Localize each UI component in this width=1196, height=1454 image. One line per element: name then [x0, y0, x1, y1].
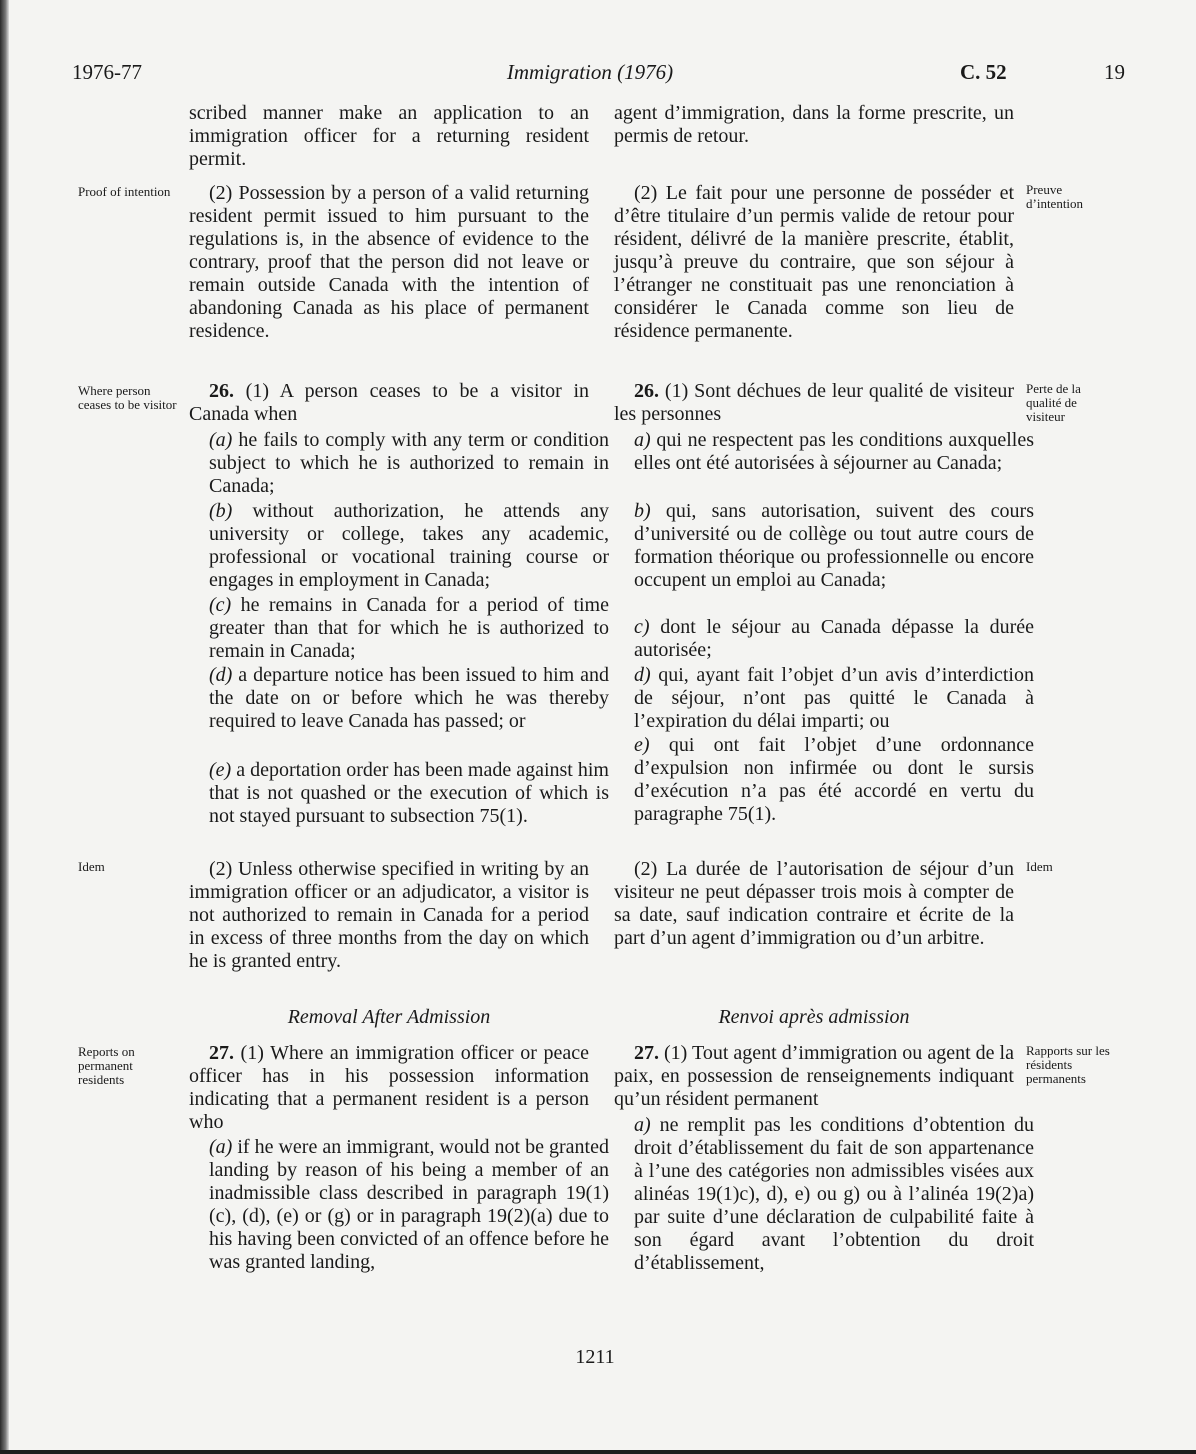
en-section-26-item-c — [189, 594, 609, 663]
fr-item-label: a) — [634, 1114, 651, 1136]
fr-item-label: d) — [634, 664, 651, 686]
fr-section-26-1 — [614, 380, 1014, 426]
en-paragraph-25-2: (2) Possession by a person of a valid returning resident permit issued to him pursuant to the regulations is, in the absence of evidence to the contrary, proof that the person did not leave or remain outside Canada with the intention of abandoning Canada as his place of permanent residence. — [189, 182, 589, 342]
fr-item-text: dont le séjour au Canada dépasse la durée autorisée; — [634, 616, 1034, 661]
fr-section-26-number: 26. — [634, 380, 659, 402]
margin-note-left-idem: Idem — [78, 859, 105, 874]
en-section-26-item-d — [189, 664, 609, 733]
book-spine-shadow — [0, 0, 9, 1454]
en-item-text: without authorization, he attends any university or college, takes any academic, professional or vocational training course or engages in employment in Canada; — [209, 500, 609, 591]
header-title: Immigration (1976) — [506, 60, 674, 84]
en-paragraph-continuation: scribed manner make an application to an immigration officer for a returning resident permit. — [189, 102, 589, 170]
header-chapter: C. 52 — [960, 60, 1007, 84]
fr-section-26-item-e — [614, 734, 1034, 826]
en-item-label: (d) — [209, 664, 233, 686]
en-item-label: (b) — [209, 500, 233, 522]
en-heading-removal: Removal After Admission — [287, 1006, 491, 1028]
margin-note-right-preuve: Preuve d’intention — [1026, 182, 1084, 211]
en-section-26-1 — [189, 380, 589, 426]
en-item-label: (a) — [209, 429, 233, 451]
fr-item-text: ne remplit pas les conditions d’obtention du droit d’établissement du fait de son appartenance à l’une des catégories non admissibles visées aux alinéas 19(1)c), d), e) ou g) ou à l’alinéa 19(2)a) par suite d’une déclaration de culpabilité faite à son égard avant l’obtention du droit d’établissement, — [634, 1114, 1034, 1274]
en-section-27-1 — [189, 1042, 589, 1134]
fr-item-text: qui ont fait l’objet d’une ordonnance d’expulsion non infirmée ou dont le sursis d’exécution n’a pas été accordé en vertu du paragraphe 75(1). — [634, 734, 1034, 825]
fr-section-26-item-d — [614, 664, 1034, 733]
en-section-26-item-a — [189, 429, 609, 498]
fr-item-label: a) — [634, 429, 651, 451]
fr-section-27-number: 27. — [634, 1042, 659, 1064]
en-item-text: he remains in Canada for a period of time greater than that for which he is authorized to remain in Canada; — [209, 594, 609, 662]
fr-section-26-item-b — [614, 500, 1034, 592]
fr-paragraph-continuation: agent d’immigration, dans la forme prescrite, un permis de retour. — [614, 102, 1014, 147]
footer-page-number: 1211 — [575, 1346, 615, 1368]
margin-note-left-visitor: Where person ceases to be visitor — [78, 383, 177, 412]
fr-paragraph-25-2: (2) Le fait pour une personne de posséder et d’être titulaire d’un permis valide de retour pour résident, délivré de la manière prescrite, établit, jusqu’à preuve du contraire, que son séjour à l’étranger ne constituait pas une renonciation à considérer le Canada comme son lieu de résidence permanente. — [614, 182, 1014, 342]
en-item-text: a deportation order has been made against him that is not quashed or the execution of which is not stayed pursuant to subsection 75(1). — [209, 759, 609, 827]
margin-note-right-perte: Perte de la qualité de visiteur — [1026, 381, 1081, 424]
en-section-26-item-e — [189, 759, 609, 828]
fr-item-text: qui ne respectent pas les conditions auxquelles elles ont été autorisées à séjourner au Canada; — [634, 429, 1034, 474]
fr-item-label: c) — [634, 616, 650, 638]
en-section-27-number: 27. — [209, 1042, 234, 1064]
header-page: 19 — [1104, 60, 1125, 84]
fr-section-27-1 — [614, 1042, 1014, 1111]
margin-note-left-proof: Proof of intention — [78, 184, 171, 199]
en-section-26-number: 26. — [209, 380, 234, 402]
fr-section-26-item-c — [614, 616, 1034, 662]
fr-section-27-intro: (1) Tout agent d’immigration ou agent de la paix, en possession de renseignements indiquant qu’un résident permanent — [614, 1042, 1014, 1110]
en-section-27-intro: (1) Where an immigration officer or peace officer has in his possession information indicating that a permanent resident is a person who — [189, 1042, 589, 1133]
margin-note-right-idem: Idem — [1026, 859, 1053, 874]
en-section-27-item-a — [189, 1136, 609, 1274]
fr-item-label: e) — [634, 734, 650, 756]
fr-heading-renvoi: Renvoi après admission — [718, 1006, 910, 1028]
en-item-label: (c) — [209, 594, 232, 616]
fr-item-label: b) — [634, 500, 651, 522]
page-bottom-edge — [0, 1450, 1196, 1454]
fr-section-27-item-a — [614, 1114, 1034, 1275]
margin-note-left-reports: Reports on permanent residents — [78, 1044, 135, 1087]
en-section-26-2: (2) Unless otherwise specified in writing by an immigration officer or an adjudicator, a visitor is not authorized to remain in Canada for a period in excess of three months from the day on which he is granted entry. — [189, 858, 589, 972]
en-item-text: he fails to comply with any term or condition subject to which he is authorized to remain in Canada; — [209, 429, 609, 497]
fr-item-text: qui, sans autorisation, suivent des cours d’université ou de collège ou tout autre cours de formation théorique ou professionnelle ou encore occupent un emploi au Canada; — [634, 500, 1034, 591]
fr-section-26-intro: (1) Sont déchues de leur qualité de visiteur les personnes — [614, 380, 1014, 425]
en-section-26-item-b — [189, 500, 609, 592]
margin-note-right-rapports: Rapports sur les résidents permanents — [1026, 1043, 1110, 1086]
fr-section-26-item-a — [614, 429, 1034, 475]
en-item-text: a departure notice has been issued to him and the date on or before which he was thereby required to leave Canada has passed; or — [209, 664, 609, 732]
header-year: 1976-77 — [72, 60, 142, 84]
en-item-label: (e) — [209, 759, 232, 781]
en-item-text: if he were an immigrant, would not be granted landing by reason of his being a member of an inadmissible class described in paragraph 19(1)(c), (d), (e) or (g) or in paragraph 19(2)(a) due to his having been convicted of an offence before he was granted landing, — [209, 1136, 609, 1273]
fr-item-text: qui, ayant fait l’objet d’un avis d’interdiction de séjour, n’ont pas quitté le Canada à l’expiration du délai imparti; ou — [634, 664, 1034, 732]
en-section-26-intro: (1) A person ceases to be a visitor in Canada when — [189, 380, 589, 425]
fr-section-26-2: (2) La durée de l’autorisation de séjour d’un visiteur ne peut dépasser trois mois à compter de sa date, sauf indication contraire et écrite de la part d’un agent d’immigration ou d’un arbitre. — [614, 858, 1014, 949]
en-item-label: (a) — [209, 1136, 233, 1158]
